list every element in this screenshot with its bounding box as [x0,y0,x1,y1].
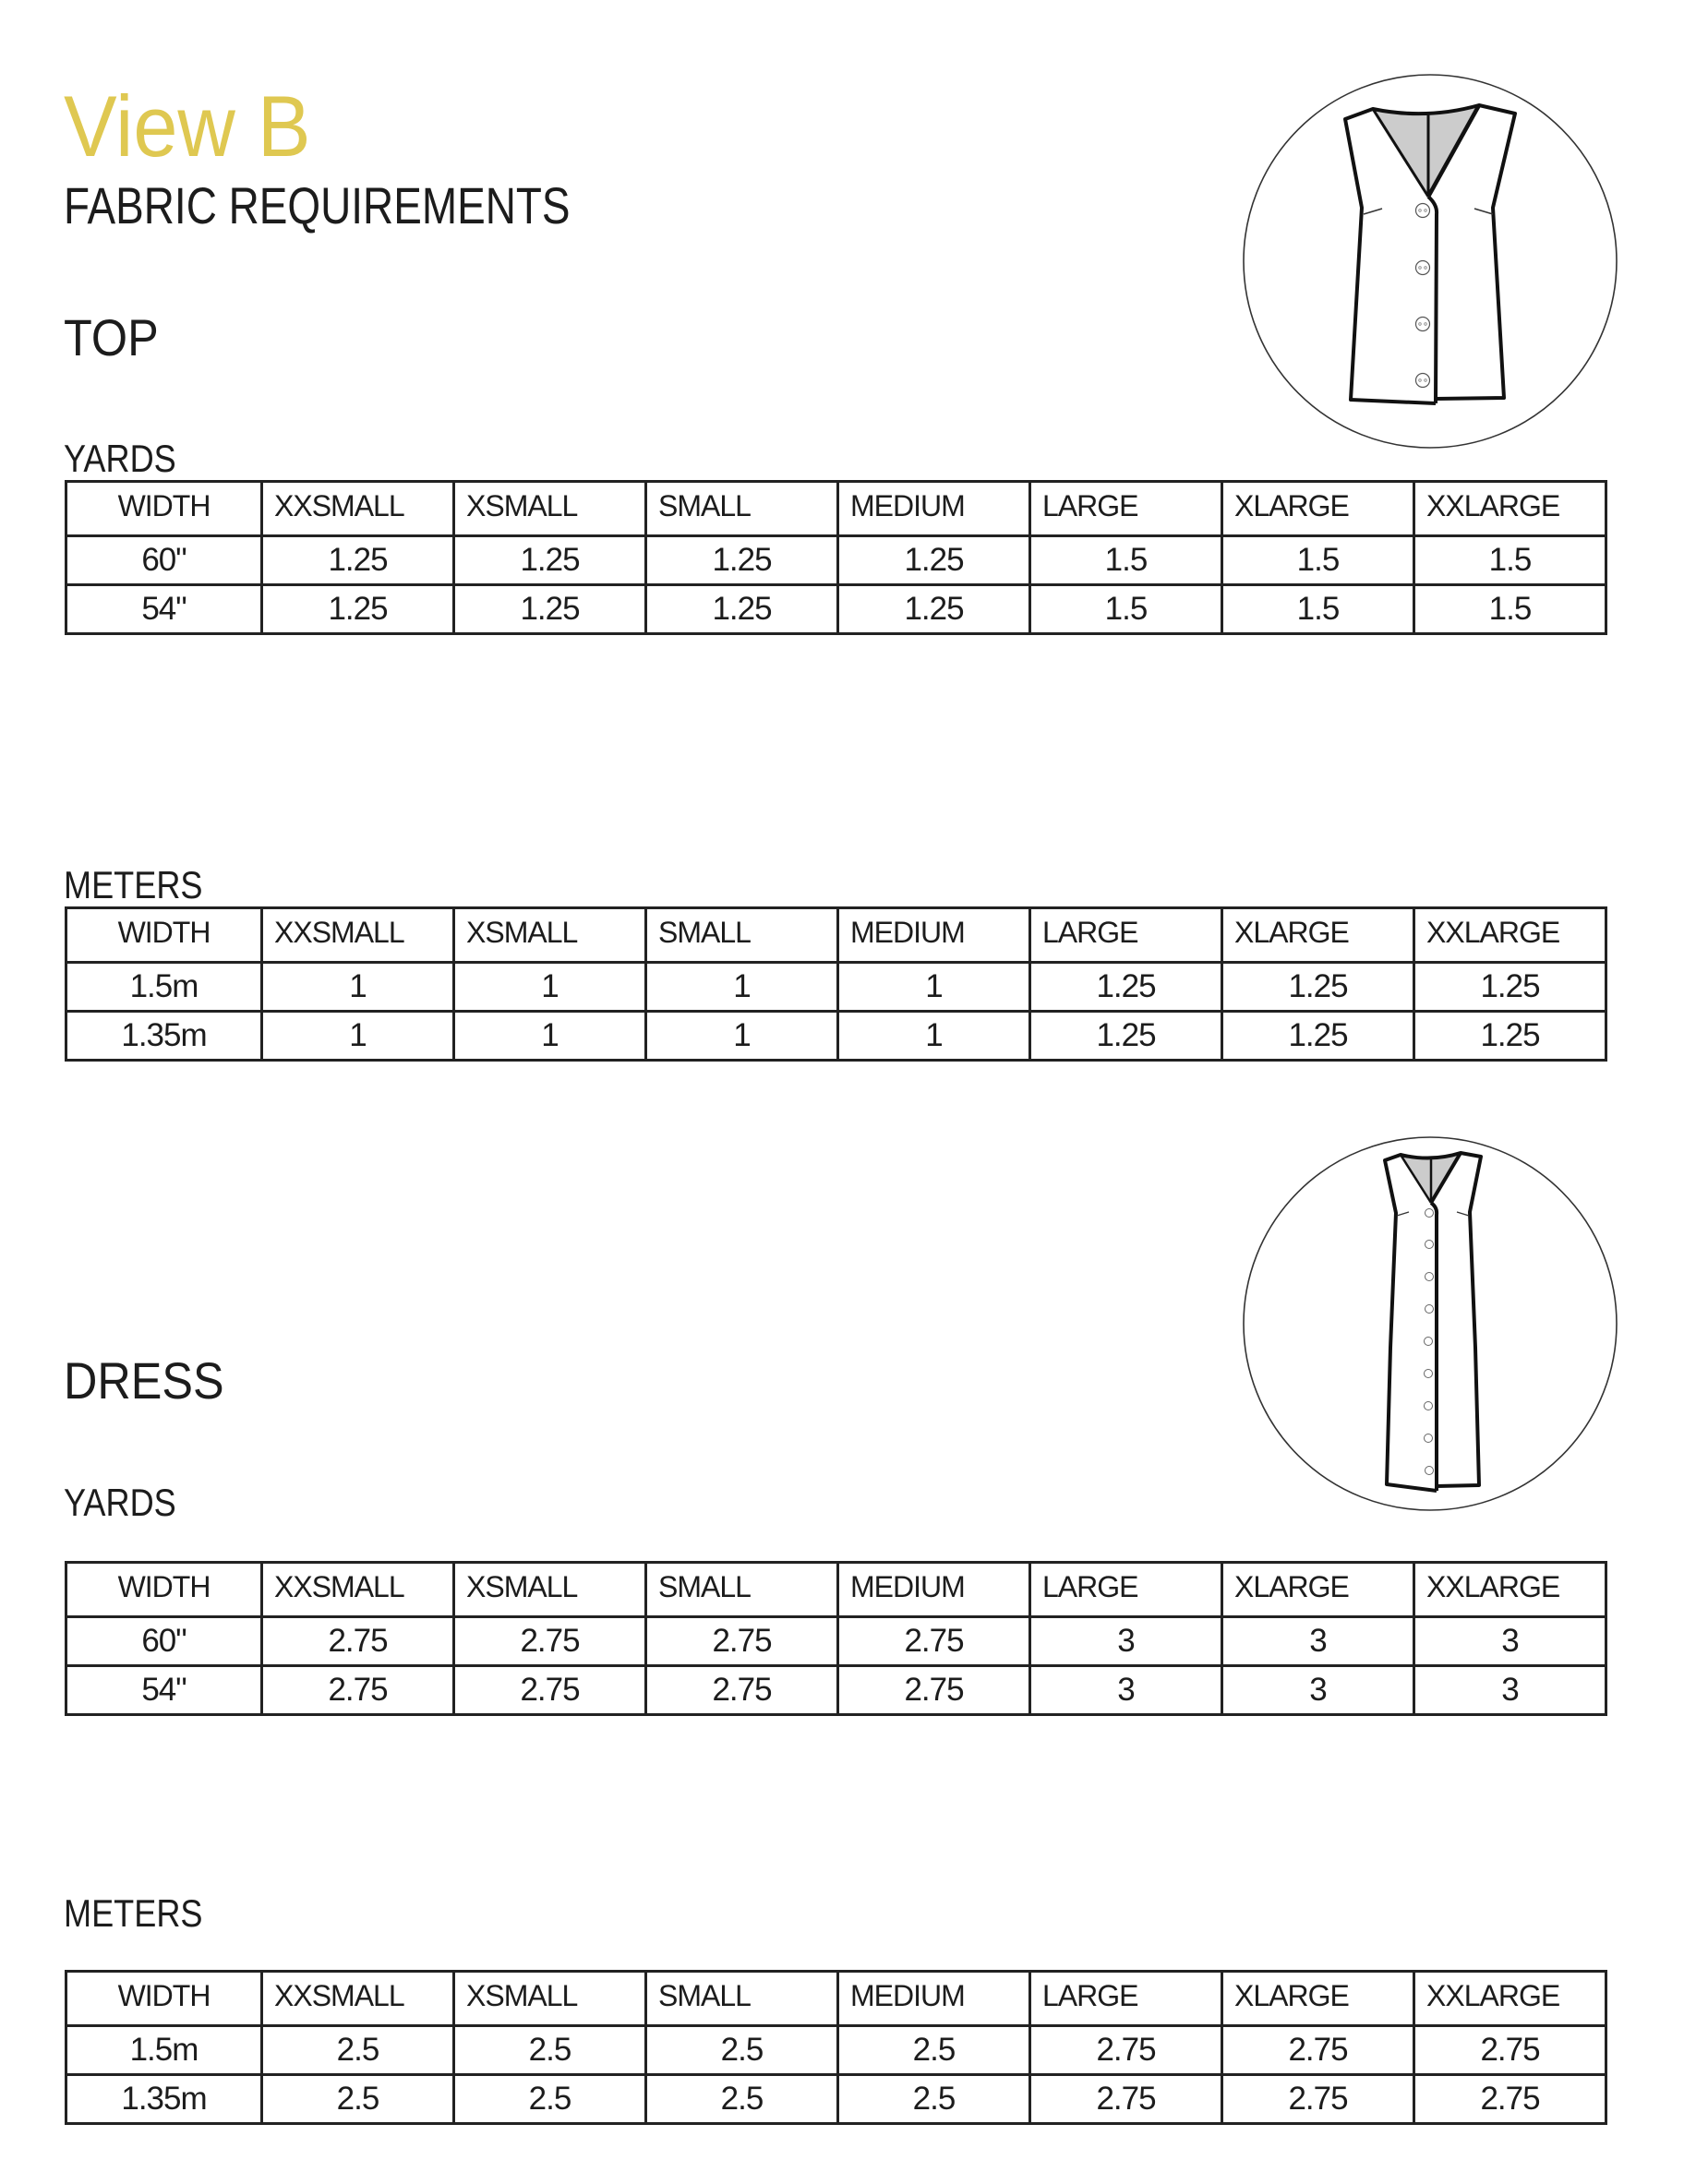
value-cell: 1.5 [1414,536,1606,585]
value-cell: 1.5 [1030,536,1222,585]
value-cell: 1.25 [1414,963,1606,1012]
header-medium: MEDIUM [838,1972,1030,2026]
table-header-row [66,908,1606,963]
header-xsmall: XSMALL [454,482,646,536]
header-large: LARGE [1030,482,1222,536]
value-cell: 1.5 [1222,585,1414,634]
dress-garment-illustration [1237,1132,1625,1519]
header-large: LARGE [1030,1563,1222,1617]
top-yards-table [65,480,1607,635]
width-cell: 54" [66,1666,262,1715]
value-cell: 1.5 [1222,536,1414,585]
value-cell: 2.75 [838,1617,1030,1666]
width-cell: 1.35m [66,2075,262,2124]
header-xsmall: XSMALL [454,908,646,963]
header-xlarge: XLARGE [1222,1563,1414,1617]
value-cell: 3 [1222,1617,1414,1666]
value-cell: 1 [454,1012,646,1061]
header-xxsmall: XXSMALL [262,1563,454,1617]
top-meters-table [65,906,1607,1062]
header-large: LARGE [1030,1972,1222,2026]
value-cell: 2.5 [646,2026,838,2075]
value-cell: 3 [1222,1666,1414,1715]
value-cell: 1.25 [838,585,1030,634]
section-title-dress: DRESS [64,1351,224,1410]
header-xxlarge: XXLARGE [1414,482,1606,536]
value-cell: 1.25 [262,536,454,585]
value-cell: 1.25 [454,536,646,585]
value-cell: 3 [1414,1617,1606,1666]
header-xxlarge: XXLARGE [1414,1972,1606,2026]
dress-yards-table [65,1561,1607,1716]
unit-label-yards: YARDS [64,1481,176,1524]
value-cell: 2.5 [838,2075,1030,2124]
width-cell: 1.5m [66,963,262,1012]
value-cell: 2.75 [454,1617,646,1666]
value-cell: 1.25 [1222,1012,1414,1061]
width-cell: 1.35m [66,1012,262,1061]
value-cell: 1.25 [454,585,646,634]
header-small: SMALL [646,1972,838,2026]
table-header-row [66,1563,1606,1617]
value-cell: 2.75 [454,1666,646,1715]
value-cell: 2.75 [838,1666,1030,1715]
header-medium: MEDIUM [838,482,1030,536]
table-row [66,2075,1606,2124]
header-width: WIDTH [66,482,262,536]
value-cell: 2.5 [646,2075,838,2124]
unit-label-meters: METERS [64,1891,203,1935]
unit-label-yards: YARDS [64,437,176,480]
header-width: WIDTH [66,908,262,963]
value-cell: 1.25 [646,585,838,634]
value-cell: 2.75 [1414,2075,1606,2124]
page-subtitle: FABRIC REQUIREMENTS [64,176,571,234]
header-xlarge: XLARGE [1222,482,1414,536]
value-cell: 1.25 [646,536,838,585]
value-cell: 2.75 [1030,2026,1222,2075]
section-title-top: TOP [64,308,159,366]
value-cell: 3 [1030,1617,1222,1666]
header-xlarge: XLARGE [1222,1972,1414,2026]
width-cell: 60" [66,536,262,585]
header-xsmall: XSMALL [454,1972,646,2026]
value-cell: 2.75 [646,1617,838,1666]
value-cell: 1 [646,1012,838,1061]
value-cell: 2.75 [1222,2075,1414,2124]
table-row [66,1617,1606,1666]
value-cell: 1 [454,963,646,1012]
value-cell: 2.75 [262,1617,454,1666]
value-cell: 1 [262,963,454,1012]
dress-meters-table [65,1970,1607,2125]
table-row [66,1666,1606,1715]
width-cell: 54" [66,585,262,634]
table-row [66,1012,1606,1061]
width-cell: 1.5m [66,2026,262,2075]
header-large: LARGE [1030,908,1222,963]
value-cell: 1.25 [262,585,454,634]
value-cell: 1.25 [1414,1012,1606,1061]
table-row [66,2026,1606,2075]
header-xxsmall: XXSMALL [262,908,454,963]
table-row [66,536,1606,585]
header-xxsmall: XXSMALL [262,1972,454,2026]
top-garment-illustration [1237,69,1625,457]
header-medium: MEDIUM [838,908,1030,963]
header-small: SMALL [646,1563,838,1617]
header-xsmall: XSMALL [454,1563,646,1617]
value-cell: 2.75 [262,1666,454,1715]
value-cell: 2.5 [262,2026,454,2075]
header-width: WIDTH [66,1972,262,2026]
value-cell: 2.75 [646,1666,838,1715]
value-cell: 1 [838,1012,1030,1061]
table-header-row [66,1972,1606,2026]
value-cell: 1.25 [1030,1012,1222,1061]
value-cell: 1.25 [1222,963,1414,1012]
value-cell: 2.5 [262,2075,454,2124]
value-cell: 2.5 [454,2026,646,2075]
table-row [66,585,1606,634]
value-cell: 1.25 [1030,963,1222,1012]
header-xlarge: XLARGE [1222,908,1414,963]
value-cell: 2.5 [454,2075,646,2124]
width-cell: 60" [66,1617,262,1666]
value-cell: 2.75 [1414,2026,1606,2075]
value-cell: 1.5 [1030,585,1222,634]
value-cell: 2.5 [838,2026,1030,2075]
header-medium: MEDIUM [838,1563,1030,1617]
value-cell: 1 [262,1012,454,1061]
header-width: WIDTH [66,1563,262,1617]
value-cell: 2.75 [1222,2026,1414,2075]
value-cell: 3 [1414,1666,1606,1715]
unit-label-meters: METERS [64,863,203,906]
header-xxsmall: XXSMALL [262,482,454,536]
value-cell: 1 [838,963,1030,1012]
value-cell: 1 [646,963,838,1012]
view-title: View B [64,78,311,174]
value-cell: 3 [1030,1666,1222,1715]
value-cell: 1.5 [1414,585,1606,634]
header-small: SMALL [646,908,838,963]
header-small: SMALL [646,482,838,536]
header-xxlarge: XXLARGE [1414,908,1606,963]
value-cell: 1.25 [838,536,1030,585]
table-row [66,963,1606,1012]
header-xxlarge: XXLARGE [1414,1563,1606,1617]
value-cell: 2.75 [1030,2075,1222,2124]
table-header-row [66,482,1606,536]
